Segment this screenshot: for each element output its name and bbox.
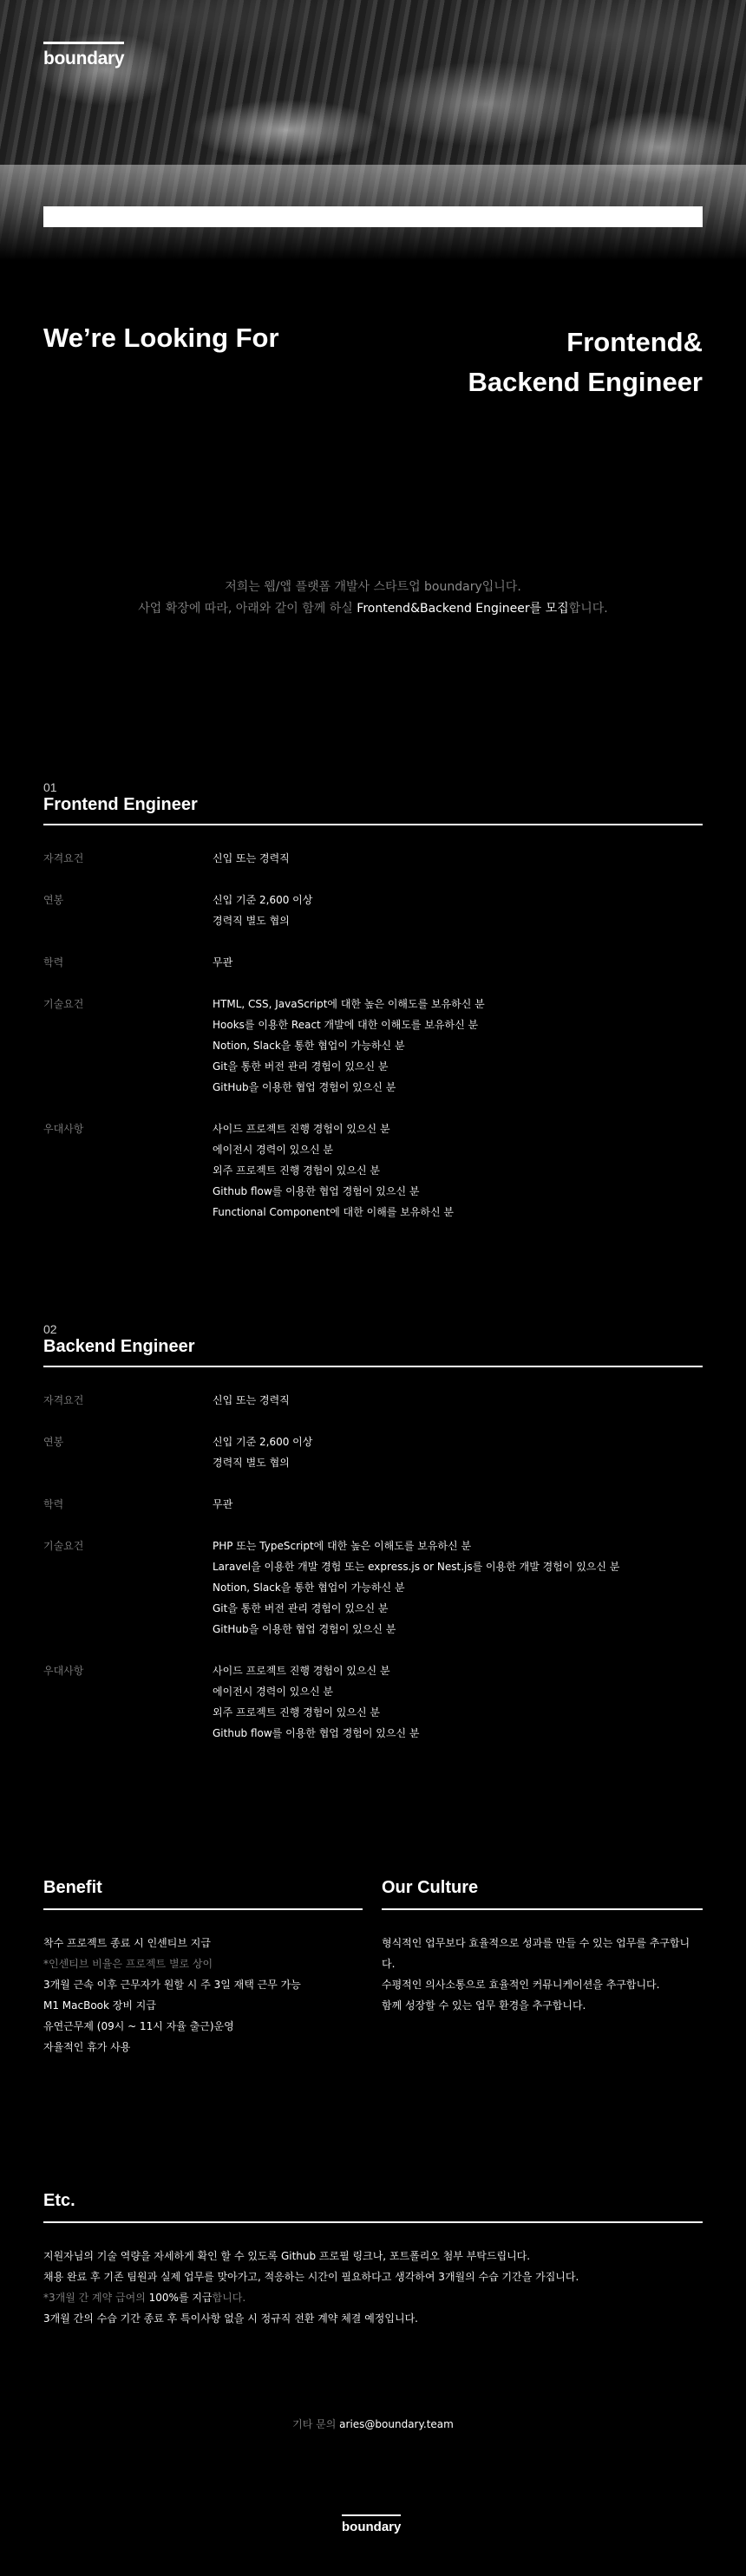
requirement-row bbox=[43, 1536, 703, 1640]
row-value: 무관 bbox=[213, 1498, 233, 1510]
row-values bbox=[213, 1494, 703, 1515]
benefit-list bbox=[43, 1933, 363, 2058]
backend-section bbox=[43, 1322, 703, 1764]
etc-note-highlight: 100%를 지급 bbox=[148, 2292, 213, 2304]
requirement-row bbox=[43, 890, 703, 931]
row-value: 신입 또는 경력직 bbox=[213, 852, 290, 864]
culture-section bbox=[382, 1878, 703, 2016]
hero-banner bbox=[0, 0, 746, 269]
requirement-row bbox=[43, 1118, 703, 1223]
etc-note-end: 합니다. bbox=[212, 2292, 246, 2304]
footer-logo[interactable]: boundary bbox=[342, 2520, 402, 2534]
benefit-item: 자율적인 휴가 사용 bbox=[43, 2041, 131, 2053]
row-label: 자격요건 bbox=[43, 852, 84, 864]
culture-item: 수평적인 의사소통으로 효율적인 커뮤니케이션을 추구합니다. bbox=[382, 1979, 660, 1991]
row-value: PHP 또는 TypeScript에 대한 높은 이해도를 보유하신 분 bbox=[213, 1540, 472, 1552]
row-label: 우대사항 bbox=[43, 1123, 84, 1135]
requirement-row bbox=[43, 994, 703, 1098]
row-value: Github flow를 이용한 협업 경험이 있으신 분 bbox=[213, 1727, 420, 1739]
headline-left: We’re Looking For bbox=[43, 323, 279, 353]
row-value: 경력직 별도 협의 bbox=[213, 1457, 290, 1469]
benefit-section bbox=[43, 1878, 363, 2058]
culture-title: Our Culture bbox=[382, 1878, 703, 1910]
row-value: GitHub을 이용한 협업 경험이 있으신 분 bbox=[213, 1081, 396, 1093]
row-value: 에이전시 경력이 있으신 분 bbox=[213, 1144, 333, 1156]
row-label: 자격요건 bbox=[43, 1394, 84, 1406]
row-value: Laravel을 이용한 개발 경험 또는 express.js or Nest.js를 이용한 개발 경험이 있으신 분 bbox=[213, 1561, 620, 1573]
row-value: 사이드 프로젝트 진행 경험이 있으신 분 bbox=[213, 1123, 390, 1135]
row-label: 우대사항 bbox=[43, 1665, 84, 1677]
hero-white-bar bbox=[43, 206, 703, 227]
etc-list bbox=[43, 2246, 703, 2329]
row-value: Git을 통한 버전 관리 경험이 있으신 분 bbox=[213, 1602, 389, 1614]
benefit-item: 착수 프로젝트 종료 시 인센티브 지급 bbox=[43, 1937, 211, 1949]
row-values bbox=[213, 1390, 703, 1411]
etc-note-start: *3개월 간 계약 급여의 bbox=[43, 2292, 149, 2304]
etc-item: 지원자님의 기술 역량을 자세하게 확인 할 수 있도록 Github 프로필 링크나, 포트폴리오 첨부 부탁드립니다. bbox=[43, 2250, 531, 2262]
row-values bbox=[213, 1431, 703, 1473]
row-label: 연봉 bbox=[43, 1436, 64, 1448]
intro-line2-start: 사업 확장에 따라, 아래와 같이 함께 하실 bbox=[138, 602, 357, 616]
benefit-note: *인센티브 비율은 프로젝트 별로 상이 bbox=[43, 1958, 213, 1970]
section-number: 02 bbox=[43, 1322, 57, 1336]
row-values bbox=[213, 848, 703, 869]
intro-text bbox=[0, 577, 746, 620]
contact-line bbox=[0, 2416, 746, 2431]
row-label: 연봉 bbox=[43, 894, 64, 906]
row-value: Notion, Slack을 통한 협업이 가능하신 분 bbox=[213, 1040, 405, 1052]
benefit-item: 유연근무제 (09시 ~ 11시 자율 출근)운영 bbox=[43, 2020, 234, 2032]
row-label: 학력 bbox=[43, 956, 64, 968]
row-value: 사이드 프로젝트 진행 경험이 있으신 분 bbox=[213, 1665, 390, 1677]
row-value: 에이전시 경력이 있으신 분 bbox=[213, 1686, 333, 1698]
row-value: 외주 프로젝트 진행 경험이 있으신 분 bbox=[213, 1164, 380, 1177]
benefit-item: M1 MacBook 장비 지급 bbox=[43, 1999, 156, 2012]
row-value: 신입 기준 2,600 이상 bbox=[213, 1436, 313, 1448]
row-value: 외주 프로젝트 진행 경험이 있으신 분 bbox=[213, 1706, 380, 1718]
row-value: Github flow를 이용한 협업 경험이 있으신 분 bbox=[213, 1185, 420, 1197]
row-value: GitHub을 이용한 협업 경험이 있으신 분 bbox=[213, 1623, 396, 1635]
row-value: 신입 기준 2,600 이상 bbox=[213, 894, 313, 906]
row-values bbox=[213, 1660, 703, 1744]
section-title: Backend Engineer bbox=[43, 1337, 703, 1367]
requirement-row bbox=[43, 952, 703, 973]
requirement-row bbox=[43, 1494, 703, 1515]
row-label: 기술요건 bbox=[43, 1540, 84, 1552]
row-value: HTML, CSS, JavaScript에 대한 높은 이해도를 보유하신 분 bbox=[213, 998, 485, 1010]
requirement-row bbox=[43, 1390, 703, 1411]
row-value: 경력직 별도 협의 bbox=[213, 915, 290, 927]
requirement-row bbox=[43, 1660, 703, 1744]
header-logo[interactable]: boundary bbox=[43, 49, 125, 68]
row-values bbox=[213, 890, 703, 931]
row-value: Hooks를 이용한 React 개발에 대한 이해도를 보유하신 분 bbox=[213, 1019, 479, 1031]
row-values bbox=[213, 952, 703, 973]
intro-line2-end: 합니다. bbox=[568, 602, 608, 616]
contact-label: 기타 문의 bbox=[292, 2418, 340, 2430]
row-label: 학력 bbox=[43, 1498, 64, 1510]
row-label: 기술요건 bbox=[43, 998, 84, 1010]
row-values bbox=[213, 1536, 703, 1640]
requirements-list bbox=[43, 848, 703, 1223]
etc-section bbox=[43, 2191, 703, 2329]
culture-item: 형식적인 업무보다 효율적으로 성과를 만들 수 있는 업무를 추구합니다. bbox=[382, 1937, 690, 1970]
requirements-list bbox=[43, 1390, 703, 1744]
headline-right-line2: Backend Engineer bbox=[468, 367, 703, 397]
row-value: Notion, Slack을 통한 협업이 가능하신 분 bbox=[213, 1581, 405, 1594]
contact-email-link[interactable]: aries@boundary.team bbox=[339, 2418, 454, 2430]
row-value: 신입 또는 경력직 bbox=[213, 1394, 290, 1406]
etc-item: 3개월 간의 수습 기간 종료 후 특이사항 없을 시 정규직 전환 계약 체결 예정입니다. bbox=[43, 2312, 418, 2325]
benefit-title: Benefit bbox=[43, 1878, 363, 1910]
frontend-section bbox=[43, 780, 703, 1243]
row-value: Functional Component에 대한 이해를 보유하신 분 bbox=[213, 1206, 454, 1218]
etc-note bbox=[43, 2287, 703, 2308]
requirement-row bbox=[43, 1431, 703, 1473]
intro-line2-highlight: Frontend&Backend Engineer를 모집 bbox=[357, 602, 569, 616]
intro-line1: 저희는 웹/앱 플랫폼 개발사 스타트업 boundary입니다. bbox=[225, 580, 521, 594]
culture-list bbox=[382, 1933, 703, 2016]
headline-right bbox=[468, 323, 703, 402]
culture-item: 함께 성장할 수 있는 업무 환경을 추구합니다. bbox=[382, 1999, 586, 2012]
requirement-row bbox=[43, 848, 703, 869]
intro-line2 bbox=[0, 598, 746, 620]
row-value: Git을 통한 버전 관리 경험이 있으신 분 bbox=[213, 1060, 389, 1073]
etc-title: Etc. bbox=[43, 2191, 703, 2223]
row-values bbox=[213, 994, 703, 1098]
etc-item: 채용 완료 후 기존 팀원과 실제 업무를 맞아가고, 적응하는 시간이 필요하다고 생각하여 3개월의 수습 기간을 가집니다. bbox=[43, 2271, 579, 2283]
section-title: Frontend Engineer bbox=[43, 795, 703, 825]
section-number: 01 bbox=[43, 780, 57, 794]
headline-right-line1: Frontend& bbox=[566, 327, 703, 357]
benefit-item: 3개월 근속 이후 근무자가 원할 시 주 3일 재택 근무 가능 bbox=[43, 1979, 301, 1991]
row-values bbox=[213, 1118, 703, 1223]
row-value: 무관 bbox=[213, 956, 233, 968]
